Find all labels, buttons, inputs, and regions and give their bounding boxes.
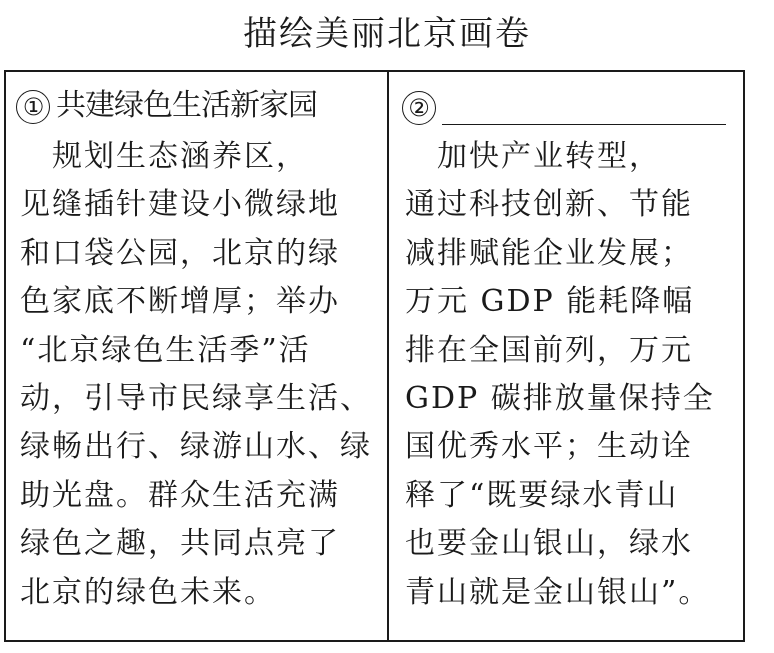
right-text-line: 减排赋能企业发展； — [405, 235, 693, 271]
right-text-line: 排在全国前列，万元 — [405, 332, 693, 368]
left-column-text — [20, 133, 375, 617]
left-text-line: 助光盘。群众生活充满 — [20, 477, 340, 513]
left-text-line: 绿色之趣，共同点亮了 — [20, 526, 340, 562]
left-column-number: ① — [16, 90, 50, 124]
left-text-line: 北京的绿色未来。 — [20, 574, 276, 610]
left-column-title: 共建绿色生活新家园 — [56, 88, 317, 123]
right-text-line: 通过科技创新、节能 — [405, 187, 693, 223]
left-column-heading — [16, 88, 317, 124]
right-text-line: 国优秀水平；生动诠 — [405, 429, 693, 465]
right-column-heading — [402, 88, 726, 125]
left-text-line: 绿畅出行、绿游山水、绿 — [20, 429, 372, 465]
left-text-line: 色家底不断增厚；举办 — [20, 284, 340, 320]
right-text-line: 也要金山银山，绿水 — [405, 526, 693, 562]
left-text-line: 见缝插针建设小微绿地 — [20, 187, 340, 223]
right-column-text — [405, 133, 740, 617]
right-column-number: ② — [402, 91, 436, 125]
left-text-line: 和口袋公园，北京的绿 — [20, 235, 340, 271]
right-text-line: GDP 碳排放量保持全 — [405, 381, 715, 417]
fill-in-blank — [442, 88, 726, 125]
column-divider — [387, 70, 389, 642]
left-text-line: 动，引导市民绿享生活、 — [20, 381, 372, 417]
left-text-line: 规划生态涵养区， — [20, 139, 308, 174]
right-text-line: 万元 GDP 能耗降幅 — [405, 284, 695, 320]
page-title: 描绘美丽北京画卷 — [243, 14, 531, 54]
right-text-line: 青山就是金山银山”。 — [405, 574, 711, 610]
right-text-line: 加快产业转型， — [405, 139, 661, 174]
left-text-line: “北京绿色生活季”活 — [20, 332, 311, 368]
right-text-line: 释了“既要绿水青山 — [405, 477, 679, 513]
